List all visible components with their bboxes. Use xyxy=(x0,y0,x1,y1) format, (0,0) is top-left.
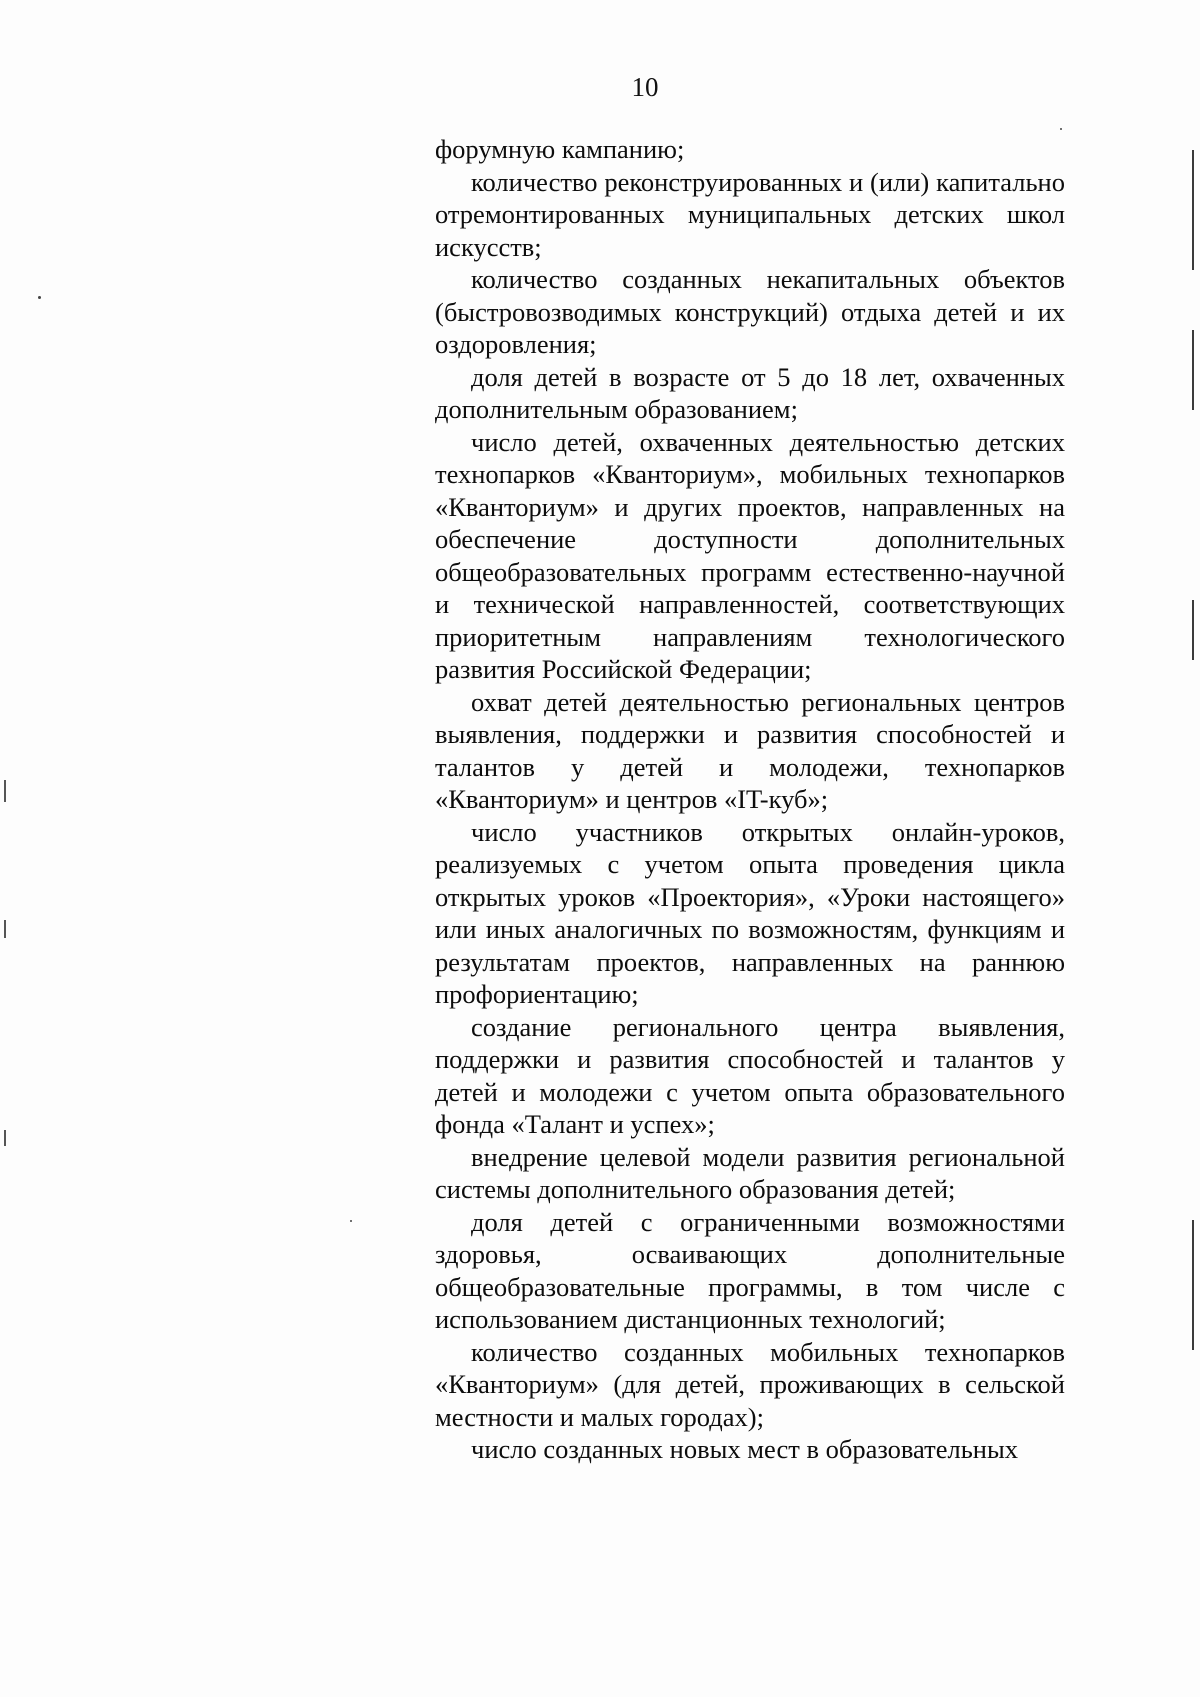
scan-speck xyxy=(38,296,41,299)
paragraph: доля детей с ограниченными возможностями здоровья, осваивающих дополнительные общеобразовательные программы, в том числе с использованием дистанционных технологий; xyxy=(435,1206,1065,1334)
scan-edge-line xyxy=(1192,330,1194,410)
scan-edge-line xyxy=(1192,600,1194,660)
page-number: 10 xyxy=(631,72,659,102)
scan-speck xyxy=(350,1220,352,1222)
scan-margin-mark xyxy=(4,780,6,802)
paragraph: внедрение целевой модели развития региональной системы дополнительного образования детей; xyxy=(435,1141,1065,1204)
paragraph: количество созданных некапитальных объектов (быстровозводимых конструкций) отдыха детей и их оздоровления; xyxy=(435,264,1065,359)
paragraph: количество реконструированных и (или) капитально отремонтированных муниципальных детских школ искусств; xyxy=(435,166,1065,262)
paragraph: число участников открытых онлайн-уроков, реализуемых с учетом опыта проведения цикла открытых уроков «Проектория», «Уроки настоящего» или иных аналогичных по возможностям, функциям и результатам проектов, направленных на раннюю профориентацию; xyxy=(435,816,1065,1009)
paragraph: число детей, охваченных деятельностью детских технопарков «Кванториум», мобильных технопарков «Кванториум» и других проектов, направленных на обеспечение доступности дополнительных общеобразовательных программ естественно-научной и технической направленностей, соответствующих приоритетным направлениям технологического развития Российской Федерации; xyxy=(435,426,1065,684)
scan-edge-line xyxy=(1192,1220,1194,1350)
paragraph: число созданных новых мест в образовательных xyxy=(471,1434,1019,1464)
paragraph: создание регионального центра выявления, поддержки и развития способностей и талантов у детей и молодежи с учетом опыта образовательного фонда «Талант и успех»; xyxy=(435,1011,1065,1139)
scan-margin-mark xyxy=(4,1130,6,1146)
paragraph: форумную кампанию; xyxy=(435,134,685,164)
scan-edge-line xyxy=(1192,150,1194,270)
scan-margin-mark xyxy=(4,920,6,938)
document-body xyxy=(435,133,1065,1466)
paragraph: охват детей деятельностью региональных центров выявления, поддержки и развития способностей и талантов у детей и молодежи, технопарков «Кванториум» и центров «IT-куб»; xyxy=(435,686,1065,814)
scan-speck xyxy=(1060,128,1062,130)
paragraph: доля детей в возрасте от 5 до 18 лет, охваченных дополнительным образованием; xyxy=(435,361,1065,424)
paragraph: количество созданных мобильных технопарков «Кванториум» (для детей, проживающих в сельской местности и малых городах); xyxy=(435,1336,1065,1432)
